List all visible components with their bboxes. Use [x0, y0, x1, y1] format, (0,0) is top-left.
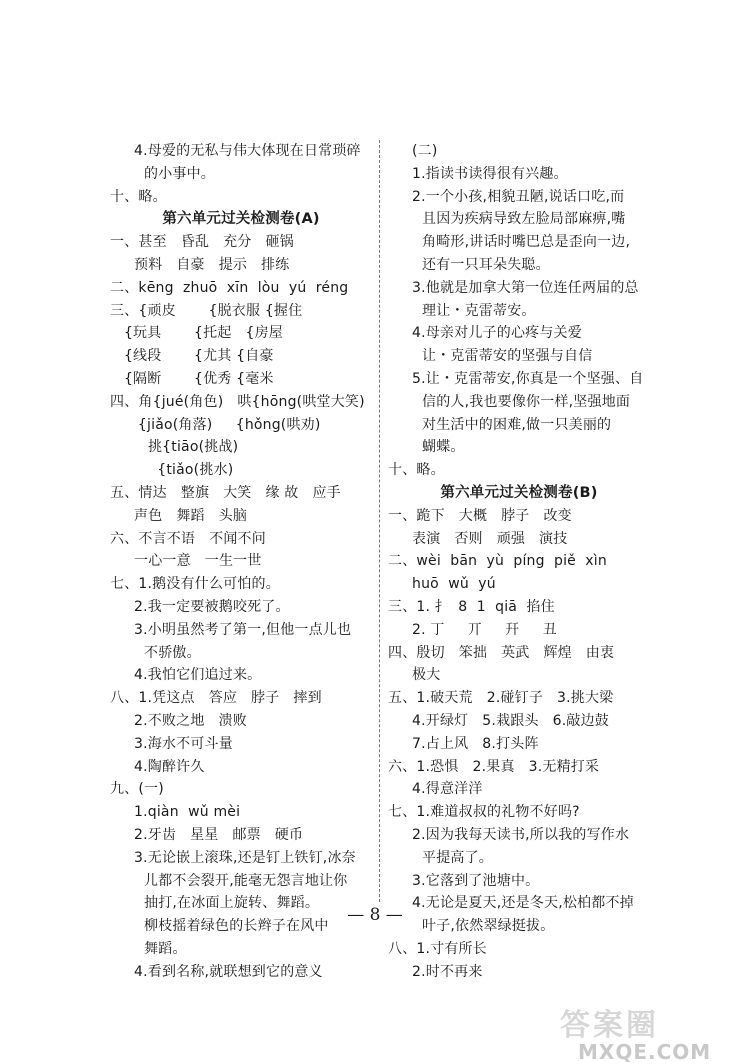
answer-line: 二、kēng zhuō xīn lòu yú réng	[110, 279, 349, 296]
answer-line: 四、角{jué(角色) 哄{hōng(哄堂大笑)	[110, 393, 365, 410]
answer-line: 2.我一定要被鹅咬死了。	[134, 598, 290, 615]
answer-line: 还有一只耳朵失聪。	[422, 256, 550, 273]
answer-line: 4.陶醉许久	[134, 758, 205, 775]
answer-line: 理让・克雷蒂安。	[422, 302, 536, 319]
answer-line: 3.他就是加拿大第一位连任两届的总	[412, 279, 639, 296]
answer-line: 八、1.凭这点 答应 脖子 摔到	[110, 690, 322, 707]
column-divider	[379, 140, 380, 902]
answer-line: 一、甚至 昏乱 充分 砸锅	[110, 234, 294, 251]
section-heading: 第六单元过关检测卷(B)	[440, 484, 598, 501]
answer-line: 预料 自豪 提示 排练	[134, 256, 290, 273]
answer-line: 挑{tiāo(挑战)	[134, 439, 239, 456]
answer-line: 2.不败之地 溃败	[134, 712, 247, 729]
answer-line: 七、1.难道叔叔的礼物不好吗?	[388, 804, 580, 821]
answer-line: 4.得意洋洋	[412, 781, 483, 798]
answer-line: {tiǎo(挑水)	[134, 462, 234, 479]
answer-line: 4.看到名称,就联想到它的意义	[134, 963, 323, 980]
answer-line: 的小事中。	[144, 165, 215, 182]
answer-line: 7.占上风 8.打头阵	[412, 735, 539, 752]
answer-line: huō wǔ yú	[412, 576, 496, 593]
watermark-url: MXQE.COM	[578, 1040, 712, 1064]
answer-line: 五、情达 整旗 大笑 缘 故 应手	[110, 484, 341, 501]
answer-line: 3.它落到了池塘中。	[412, 872, 540, 889]
answer-line: 二、wèi bān yù píng piě xìn	[388, 553, 607, 570]
answer-line: {隔断 {优秀 {毫米	[110, 370, 274, 387]
answer-line: 六、1.恐惧 2.果真 3.无精打采	[388, 758, 600, 775]
answer-line: (二)	[412, 143, 438, 159]
page-number: — 8 —	[347, 905, 403, 925]
right-column	[388, 140, 650, 983]
answer-line: 不骄傲。	[144, 644, 201, 661]
answer-line: 儿都不会裂开,能毫无怨言地让你	[144, 872, 348, 889]
answer-line: {jiǎo(角落) {hǒng(哄劝)	[110, 416, 321, 433]
answer-line: 2. 丁 丌 幵 丑	[412, 621, 557, 638]
answer-line: 4.无论是夏天,还是冬天,松柏都不掉	[412, 895, 634, 912]
watermark-logo	[560, 1008, 750, 1064]
answer-line: 1.qiàn wǔ mèi	[134, 804, 241, 821]
answer-line: 4.母亲对儿子的心疼与关爱	[412, 325, 582, 342]
answer-line: 对生活中的困难,做一只美丽的	[422, 416, 612, 433]
answer-line: 信的人,我也要像你一样,坚强地面	[422, 393, 631, 410]
answer-line: 抽打,在冰面上旋转、舞蹈。	[144, 895, 320, 912]
answer-line: 舞蹈。	[144, 940, 187, 957]
answer-line: 极大	[412, 667, 441, 684]
answer-line: 角畸形,讲话时嘴巴总是歪向一边,	[422, 234, 631, 251]
answer-line: 声色 舞蹈 头脑	[134, 507, 248, 524]
section-heading: 第六单元过关检测卷(A)	[162, 211, 320, 228]
answer-line: 2.牙齿 星星 邮票 硬币	[134, 826, 304, 843]
answer-line: 1.指读书读得很有兴趣。	[412, 165, 568, 182]
answer-line: {线段 {尤其 {自豪	[110, 348, 274, 365]
answer-line: 4.母爱的无私与伟大体现在日常琐碎	[134, 143, 361, 159]
answer-line: 表演 否则 顽强 演技	[412, 530, 568, 547]
answer-line: 一心一意 一生一世	[134, 553, 262, 570]
answer-line: 柳枝摇着绿色的长辫子在风中	[144, 918, 329, 935]
answer-line: 蝴蝶。	[422, 439, 465, 456]
answer-line: 六、不言不语 不闻不问	[110, 530, 266, 547]
answer-line: 三、{顽皮 {脱衣服 {握住	[110, 302, 303, 319]
answer-line: 叶子,依然翠绿挺拔。	[422, 918, 555, 935]
answer-line: 一、跪下 大概 脖子 改变	[388, 507, 572, 524]
answer-line: 三、1. 扌 8 1 qiā 掐住	[388, 598, 555, 615]
answer-line: 2.因为我每天读书,所以我的写作水	[412, 826, 630, 843]
answer-line: 2.时不再来	[412, 963, 483, 980]
answer-line: 平提高了。	[422, 849, 493, 866]
answer-line: 八、1.寸有所长	[388, 940, 487, 957]
answer-line: 3.海水不可斗量	[134, 735, 233, 752]
answer-line: 五、1.破天荒 2.碰钉子 3.挑大梁	[388, 690, 614, 707]
answer-line: 十、略。	[388, 462, 445, 479]
answer-line: {玩具 {托起 {房屋	[110, 325, 283, 342]
answer-line: 4.开绿灯 5.栽跟头 6.敲边鼓	[412, 712, 609, 729]
answer-line: 四、殷切 笨拙 英武 辉煌 由衷	[388, 644, 615, 661]
watermark-text: 答案圈	[560, 1008, 659, 1043]
answer-line: 让・克雷蒂安的坚强与自信	[422, 348, 593, 365]
answer-line: 十、略。	[110, 188, 167, 205]
answer-line: 九、(一)	[110, 781, 164, 798]
answer-line: 4.我怕它们追过来。	[134, 667, 262, 684]
answer-line: 2.一个小孩,相貌丑陋,说话口吃,而	[412, 188, 625, 205]
answer-line: 3.无论嵌上滚珠,还是钉上铁钉,冰奈	[134, 849, 356, 866]
answer-line: 3.小明虽然考了第一,但他一点儿也	[134, 621, 352, 638]
answer-line: 5.让・克雷蒂安,你真是一个坚强、自	[412, 370, 644, 387]
answer-line: 且因为疾病导致左脸局部麻痹,嘴	[422, 211, 626, 228]
left-column	[110, 140, 372, 983]
answer-line: 七、1.鹅没有什么可怕的。	[110, 576, 280, 593]
